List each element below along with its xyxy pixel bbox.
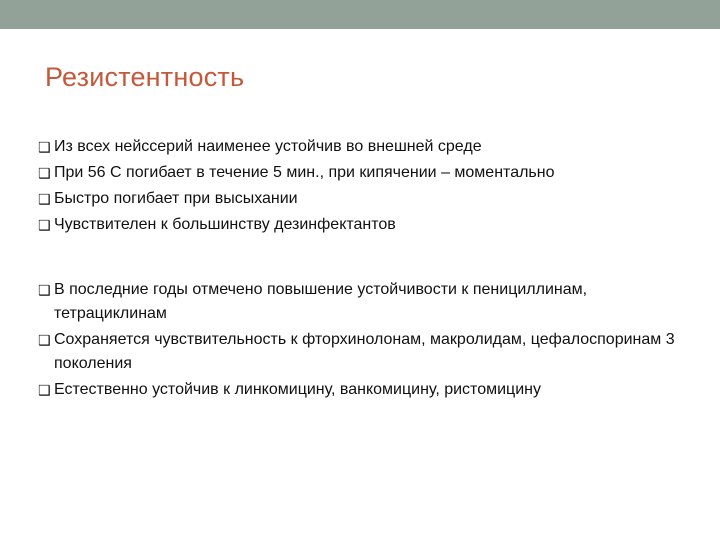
bullet-item	[38, 186, 688, 212]
square-bullet-icon: ❑	[38, 282, 51, 298]
bullet-text: В последние годы отмечено повышение устойчивости к пенициллинам, тетрациклинам	[54, 281, 588, 322]
square-bullet-icon: ❑	[38, 382, 51, 398]
bullet-list-properties	[38, 134, 688, 238]
square-bullet-icon: ❑	[38, 217, 51, 233]
bullet-item	[38, 212, 688, 238]
bullet-text: Сохраняется чувствительность к фторхинолонам, макролидам, цефалоспоринам 3 поколения	[54, 331, 675, 372]
bullet-text: Из всех нейссерий наименее устойчив во внешней среде	[54, 138, 482, 155]
bullet-text: При 56 С погибает в течение 5 мин., при кипячении – моментально	[54, 164, 555, 181]
bullet-item	[38, 278, 688, 326]
bullet-text: Чувствителен к большинству дезинфектантов	[54, 216, 396, 233]
square-bullet-icon: ❑	[38, 332, 51, 348]
bullet-text: Быстро погибает при высыхании	[54, 190, 298, 207]
bullet-item	[38, 378, 688, 402]
bullet-text: Естественно устойчив к линкомицину, ванкомицину, ристомицину	[54, 381, 541, 398]
square-bullet-icon: ❑	[38, 139, 51, 155]
bullet-item	[38, 328, 688, 376]
slide-title: Резистентность	[45, 62, 245, 92]
bullet-item	[38, 134, 688, 160]
bullet-list-antibiotics	[38, 278, 688, 404]
square-bullet-icon: ❑	[38, 165, 51, 181]
top-accent-bar	[0, 0, 720, 29]
square-bullet-icon: ❑	[38, 191, 51, 207]
bullet-item	[38, 160, 688, 186]
